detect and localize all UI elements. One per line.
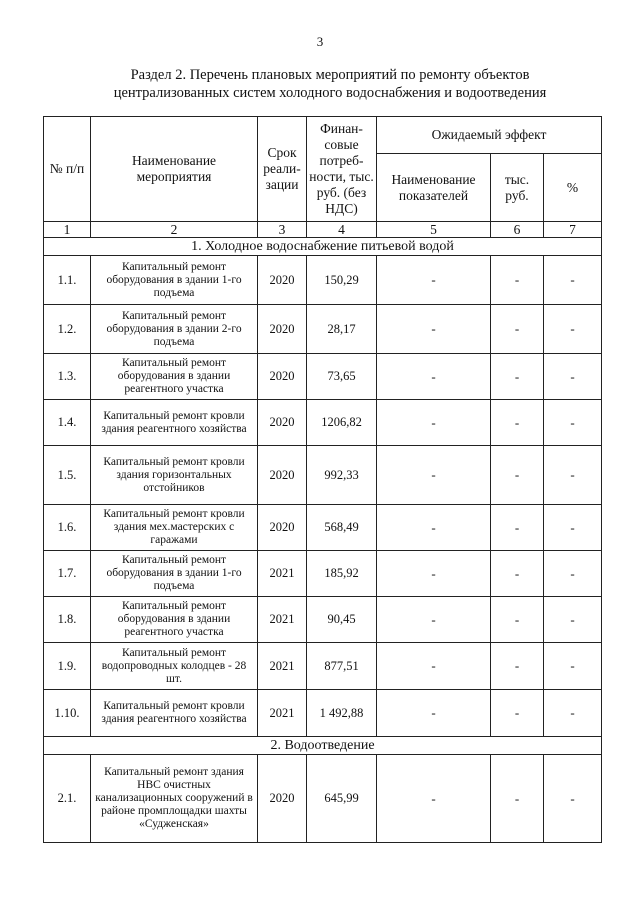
effect-percent: -: [544, 643, 602, 690]
effect-thousand-rub: -: [491, 597, 544, 643]
row-number: 1.4.: [44, 400, 91, 446]
implementation-year: 2020: [258, 305, 307, 354]
row-number: 1.10.: [44, 690, 91, 737]
table-row: [44, 505, 602, 551]
table-row: [44, 755, 602, 843]
measure-name: Капитальный ремонт кровли здания реагентного хозяйства: [91, 690, 258, 737]
implementation-year: 2020: [258, 400, 307, 446]
section-title: [60, 66, 600, 102]
section-title-line1: Раздел 2. Перечень плановых мероприятий по ремонту объектов: [130, 67, 530, 83]
implementation-year: 2020: [258, 446, 307, 505]
header-term: Срок реали-зации: [258, 117, 307, 222]
section-header: 1. Холодное водоснабжение питьевой водой: [44, 238, 602, 256]
financial-need: 28,17: [307, 305, 377, 354]
header-finance: Финан-совые потреб-ности, тыс. руб. (без НДС): [307, 117, 377, 222]
column-number: 1: [44, 222, 91, 238]
indicator-value: -: [377, 400, 491, 446]
effect-percent: -: [544, 505, 602, 551]
plan-table-body: [44, 222, 602, 843]
row-number: 1.5.: [44, 446, 91, 505]
row-number: 2.1.: [44, 755, 91, 843]
financial-need: 992,33: [307, 446, 377, 505]
effect-thousand-rub: -: [491, 755, 544, 843]
indicator-value: -: [377, 690, 491, 737]
section-header-row: [44, 238, 602, 256]
column-number: 3: [258, 222, 307, 238]
measure-name: Капитальный ремонт оборудования в здании 1-го подъема: [91, 551, 258, 597]
header-effect: Ожидаемый эффект: [377, 117, 602, 154]
financial-need: 73,65: [307, 354, 377, 400]
indicator-value: -: [377, 505, 491, 551]
implementation-year: 2020: [258, 354, 307, 400]
column-number: 7: [544, 222, 602, 238]
table-row: [44, 446, 602, 505]
table-row: [44, 256, 602, 305]
section-title-line2: централизованных систем холодного водоснабжения и водоотведения: [113, 85, 547, 101]
implementation-year: 2021: [258, 690, 307, 737]
effect-percent: -: [544, 400, 602, 446]
section-header-row: [44, 737, 602, 755]
measure-name: Капитальный ремонт кровли здания горизонтальных отстойников: [91, 446, 258, 505]
implementation-year: 2020: [258, 755, 307, 843]
financial-need: 1 492,88: [307, 690, 377, 737]
effect-percent: -: [544, 690, 602, 737]
indicator-value: -: [377, 597, 491, 643]
column-number: 6: [491, 222, 544, 238]
measure-name: Капитальный ремонт водопроводных колодцев - 28 шт.: [91, 643, 258, 690]
column-number: 5: [377, 222, 491, 238]
column-number-row: [44, 222, 602, 238]
plan-table: [43, 116, 602, 843]
implementation-year: 2020: [258, 256, 307, 305]
row-number: 1.1.: [44, 256, 91, 305]
column-number: 2: [91, 222, 258, 238]
effect-thousand-rub: -: [491, 690, 544, 737]
effect-thousand-rub: -: [491, 643, 544, 690]
effect-thousand-rub: -: [491, 354, 544, 400]
effect-percent: -: [544, 354, 602, 400]
effect-thousand-rub: -: [491, 305, 544, 354]
table-row: [44, 305, 602, 354]
measure-name: Капитальный ремонт здания НВС очистных канализационных сооружений в районе промплощадки шахты «Судженская»: [91, 755, 258, 843]
indicator-value: -: [377, 643, 491, 690]
effect-thousand-rub: -: [491, 446, 544, 505]
column-number: 4: [307, 222, 377, 238]
measure-name: Капитальный ремонт оборудования в здании 2-го подъема: [91, 305, 258, 354]
effect-percent: -: [544, 551, 602, 597]
effect-percent: -: [544, 446, 602, 505]
financial-need: 645,99: [307, 755, 377, 843]
row-number: 1.7.: [44, 551, 91, 597]
effect-thousand-rub: -: [491, 256, 544, 305]
financial-need: 185,92: [307, 551, 377, 597]
indicator-value: -: [377, 755, 491, 843]
financial-need: 568,49: [307, 505, 377, 551]
measure-name: Капитальный ремонт оборудования в здании реагентного участка: [91, 597, 258, 643]
effect-thousand-rub: -: [491, 400, 544, 446]
financial-need: 90,45: [307, 597, 377, 643]
header-percent: %: [544, 154, 602, 222]
section-header: 2. Водоотведение: [44, 737, 602, 755]
implementation-year: 2021: [258, 643, 307, 690]
row-number: 1.2.: [44, 305, 91, 354]
measure-name: Капитальный ремонт кровли здания реагентного хозяйства: [91, 400, 258, 446]
table-row: [44, 400, 602, 446]
financial-need: 877,51: [307, 643, 377, 690]
indicator-value: -: [377, 305, 491, 354]
effect-percent: -: [544, 256, 602, 305]
table-row: [44, 551, 602, 597]
header-indicators: Наименование показателей: [377, 154, 491, 222]
measure-name: Капитальный ремонт кровли здания мех.мастерских с гаражами: [91, 505, 258, 551]
table-row: [44, 643, 602, 690]
implementation-year: 2021: [258, 551, 307, 597]
table-row: [44, 354, 602, 400]
header-no: № п/п: [44, 117, 91, 222]
measure-name: Капитальный ремонт оборудования в здании 1-го подъема: [91, 256, 258, 305]
page-number: 3: [316, 34, 324, 49]
implementation-year: 2021: [258, 597, 307, 643]
header-name: Наименование мероприятия: [91, 117, 258, 222]
financial-need: 150,29: [307, 256, 377, 305]
implementation-year: 2020: [258, 505, 307, 551]
effect-thousand-rub: -: [491, 505, 544, 551]
indicator-value: -: [377, 354, 491, 400]
row-number: 1.9.: [44, 643, 91, 690]
indicator-value: -: [377, 551, 491, 597]
header-thousand: тыс. руб.: [491, 154, 544, 222]
effect-percent: -: [544, 305, 602, 354]
effect-thousand-rub: -: [491, 551, 544, 597]
row-number: 1.6.: [44, 505, 91, 551]
row-number: 1.8.: [44, 597, 91, 643]
indicator-value: -: [377, 256, 491, 305]
indicator-value: -: [377, 446, 491, 505]
row-number: 1.3.: [44, 354, 91, 400]
table-row: [44, 690, 602, 737]
effect-percent: -: [544, 597, 602, 643]
table-row: [44, 597, 602, 643]
financial-need: 1206,82: [307, 400, 377, 446]
measure-name: Капитальный ремонт оборудования в здании реагентного участка: [91, 354, 258, 400]
effect-percent: -: [544, 755, 602, 843]
